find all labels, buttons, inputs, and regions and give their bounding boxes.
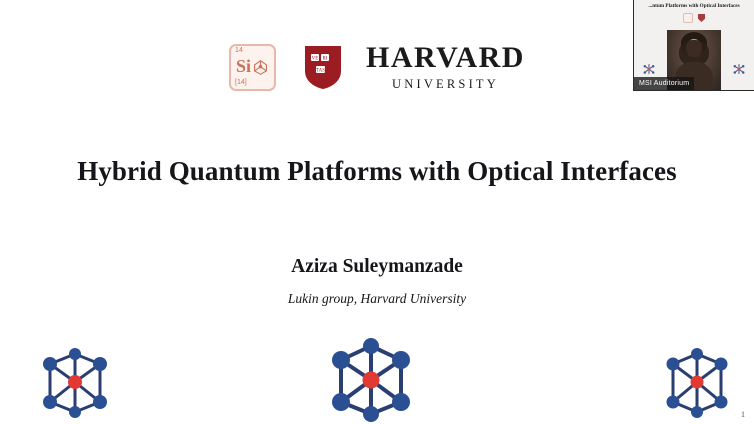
- molecule-center-icon: [318, 336, 424, 422]
- author-name: Aziza Suleymanzade: [291, 256, 463, 277]
- webcam-participant-label: MSI Auditorium: [634, 77, 694, 90]
- svg-text:VE: VE: [311, 55, 319, 61]
- webcam-thumbnail[interactable]: [633, 0, 754, 91]
- harvard-name: HARVARD: [366, 41, 525, 75]
- webcam-molecule-left-icon: [642, 62, 656, 76]
- molecule-left-icon: [30, 342, 120, 422]
- webcam-slide-title: ...ntum Platforms with Optical Interfaces: [648, 3, 740, 9]
- webcam-molecule-right-icon: [732, 62, 746, 76]
- harvard-subtitle: UNIVERSITY: [392, 77, 499, 92]
- harvard-shield-icon: [302, 44, 344, 91]
- page-title: Hybrid Quantum Platforms with Optical Interfaces: [77, 156, 677, 186]
- molecule-right-icon: [655, 342, 739, 422]
- slide-page-number: 1: [741, 410, 745, 419]
- webcam-harvard-shield-icon: [698, 14, 705, 22]
- harvard-wordmark: [366, 43, 525, 91]
- silicon-element-tile-icon: [229, 44, 276, 91]
- affiliation-text: Lukin group, Harvard University: [287, 291, 467, 306]
- silicon-symbol: Si: [236, 55, 252, 76]
- svg-text:TAS: TAS: [316, 67, 326, 73]
- svg-text:RI: RI: [322, 55, 328, 61]
- webcam-logo-row: [634, 12, 754, 24]
- silicon-mass-number: 14: [235, 46, 243, 54]
- silicon-atomic-number: [14]: [235, 78, 247, 86]
- diamond-lattice-icon: [252, 59, 269, 76]
- webcam-silicon-tile-icon: [683, 13, 693, 23]
